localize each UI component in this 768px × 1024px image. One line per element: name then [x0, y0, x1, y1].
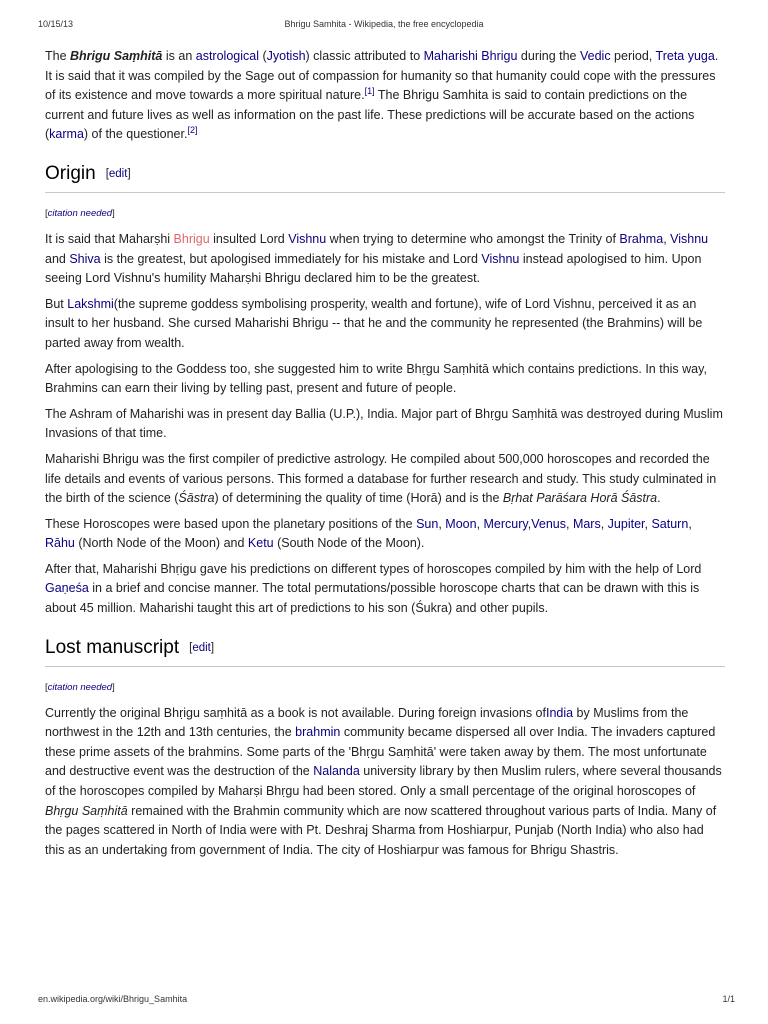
edit-origin: [edit]: [105, 167, 131, 180]
print-page-title: Bhrigu Samhita - Wikipedia, the free encyclopedia: [284, 19, 484, 29]
reference-1[interactable]: [1]: [364, 86, 375, 97]
link-brahma[interactable]: Brahma: [619, 231, 664, 246]
origin-paragraph-1: It is said that Maharṣhi Bhrigu insulted Lord Vishnu when trying to determine who amongst the Trinity of Brahma, Vishnu and Shiva is the greatest, but apologised immediately for his mistake and Lord Vishnu instead apologised to him. Upon seeing Lord Vishnu's humility Maharṣhi Bhrigu declared him to be the greatest.: [45, 231, 709, 286]
link-vedic[interactable]: Vedic: [579, 49, 611, 63]
link-sun[interactable]: Sun: [416, 516, 439, 531]
origin-paragraph-2: But Lakshmi(the supreme goddess symbolising prosperity, wealth and fortune), wife of Lord Vishnu, perceived it as an insult to her husband. She cursed Maharishi Bhrigu -- that he and the community he represented (the Brahmins) will be parted away from wealth.: [45, 296, 703, 350]
link-lakshmi[interactable]: Lakshmi: [67, 296, 114, 311]
link-brahmin[interactable]: brahmin: [295, 725, 341, 740]
link-venus[interactable]: Venus: [531, 516, 566, 531]
origin-paragraph-3: After apologising to the Goddess too, she suggested him to write Bhṛgu Saṃhitā which contains predictions. In this way, Brahmins can earn their living by telling past, present and future of people.: [45, 361, 707, 396]
link-vishnu[interactable]: Vishnu: [288, 231, 327, 246]
print-url: en.wikipedia.org/wiki/Bhrigu_Samhita: [38, 994, 188, 1004]
origin-paragraph-6: These Horoscopes were based upon the planetary positions of the Sun, Moon, Mercury,Venus, Mars, Jupiter, Saturn, Rāhu (North Node of the Moon) and Ketu (South Node of the Moon).: [45, 516, 692, 551]
origin-paragraph-7: After that, Maharishi Bhṛigu gave his predictions on different types of horoscopes compiled by him with the help of Lord Gaṇeśa in a brief and concise manner. The total permutations/possible horoscope charts that can be drawn with this is about 45 million. Maharishi taught this art of predictions to his son (Śukra) and other pupils.: [45, 561, 702, 616]
print-page-number: 1/1: [722, 994, 735, 1004]
link-jupiter[interactable]: Jupiter: [607, 516, 645, 531]
link-bhrigu-redlink[interactable]: Bhrigu: [173, 231, 210, 246]
article-body: [45, 47, 725, 866]
edit-lost-manuscript: [edit]: [189, 641, 215, 654]
citation-needed-link[interactable]: citation needed: [47, 207, 113, 219]
reference-2[interactable]: [2]: [187, 125, 198, 136]
intro-paragraph: The Bhrigu Saṃhitā is an astrological (Jyotish) classic attributed to Maharishi Bhrigu during the Vedic period, Treta yuga. It is said that it was compiled by the Sage out of compassion for humanity so that humanity could cope with the pressures of its existence and move towards a more spiritual nature.[1] The Bhrigu Samhita is said to contain predictions on the current and future lives as well as information on the past life. These predictions will be accurate based on the actions (karma) of the questioner.[2]: [45, 49, 719, 142]
article-title-bold: Bhrigu Saṃhitā: [70, 49, 163, 63]
link-ketu[interactable]: Ketu: [247, 536, 274, 551]
link-vishnu[interactable]: Vishnu: [481, 251, 520, 266]
link-nalanda[interactable]: Nalanda: [313, 764, 360, 779]
link-vishnu[interactable]: Vishnu: [670, 231, 709, 246]
link-astrological[interactable]: astrological: [195, 49, 259, 63]
link-india[interactable]: India: [545, 705, 574, 720]
section-heading-lost-manuscript: Lost manuscript [edit]: [45, 637, 725, 667]
citation-needed-link[interactable]: citation needed: [47, 681, 113, 693]
link-ganesa[interactable]: Gaṇeśa: [45, 581, 89, 596]
citation-needed-origin: [citation needed]: [45, 207, 115, 219]
link-shiva[interactable]: Shiva: [69, 251, 101, 266]
link-karma[interactable]: karma: [49, 127, 84, 142]
link-treta-yuga[interactable]: Treta yuga: [655, 49, 715, 63]
link-moon[interactable]: Moon: [445, 516, 477, 531]
lost-manuscript-paragraph: Currently the original Bhṛigu saṃhitā as a book is not available. During foreign invasions ofIndia by Muslims from the northwest in the 12th and 13th centuries, the brahmin community became dispersed all over India. The invaders captured these prime assets of the brahmins. Some parts of the 'Bhṛgu Saṃhitā' were taken away by them. The most unfortunate and destructive event was the destruction of the Nalanda university library by then Muslim rulers, where several thousands of the horoscopes compiled by Maharṣi Bhṛgu had been stored. Only a small percentage of the original horoscopes of Bhṛgu Saṃhitā remained with the Brahmin community which are now scattered throughout various parts of India. Many of the pages scattered in North of India were with Pt. Deshraj Sharma from Hoshiarpur, Punjab (North India) who also had this as an undertaking from government of India. The city of Hoshiarpur was famous for Bhrigu Shastris.: [45, 705, 722, 857]
origin-paragraph-4: The Ashram of Maharishi was in present day Ballia (U.P.), India. Major part of Bhṛgu Saṃhitā was destroyed during Muslim Invasions of that time.: [45, 406, 723, 441]
origin-paragraph-5: Maharishi Bhrigu was the first compiler of predictive astrology. He compiled about 500,000 horoscopes and recorded the life details and events of various persons. This formed a database for further research and study. This study culminated in the birth of the science (Śāstra) of determining the quality of time (Horā) and is the Bṛhat Parāśara Horā Śāstra.: [45, 451, 717, 506]
link-maharishi-bhrigu[interactable]: Maharishi Bhrigu: [423, 49, 518, 63]
link-mars[interactable]: Mars: [572, 516, 601, 531]
citation-needed-lost-manuscript: [citation needed]: [45, 681, 115, 693]
print-date: 10/15/13: [38, 19, 74, 29]
edit-lost-manuscript-link[interactable]: edit: [192, 641, 211, 654]
link-mercury[interactable]: Mercury: [483, 516, 528, 531]
link-jyotish[interactable]: Jyotish: [266, 49, 306, 63]
link-saturn[interactable]: Saturn: [651, 516, 689, 531]
edit-origin-link[interactable]: edit: [108, 167, 128, 180]
section-heading-origin: Origin [edit]: [45, 163, 725, 193]
link-rahu[interactable]: Rāhu: [45, 536, 75, 551]
